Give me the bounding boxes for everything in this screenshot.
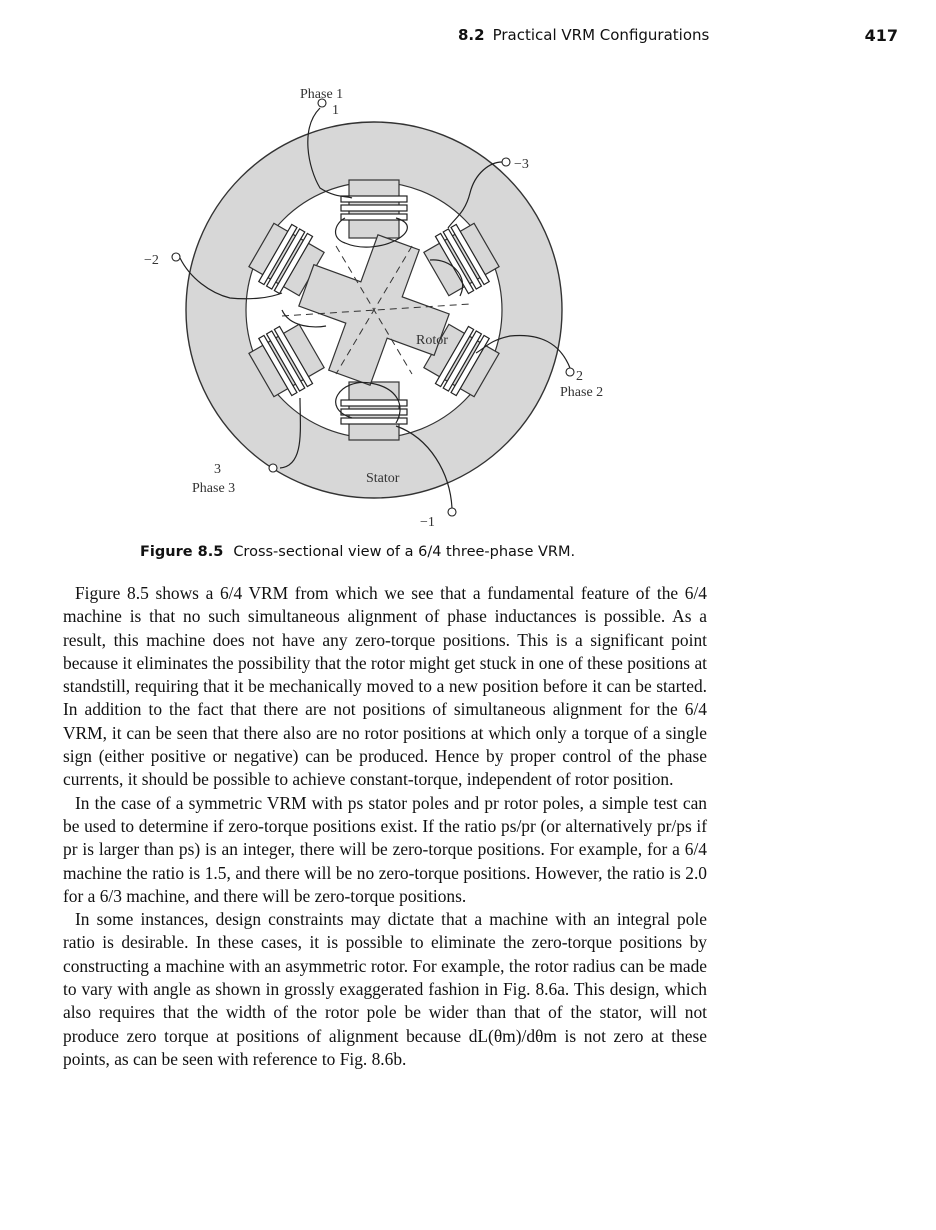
paragraph-3: In some instances, design constraints may dictate that a machine with an integral pole ratio is desirable. In these cases, it is possible to eliminate the zero-torque positions by constructing a machine with an asymmetric rotor. For example, the rotor radius can be made to vary with angle as shown in grossly exaggerated fashion in Fig. 8.6a. This design, which also requires that the width of the rotor pole be wider than that of the stator, will not produce zero torque at positions of alignment because dL(θm)/dθm is not zero at these points, as can be seen with reference to Fig. 8.6b. xyxy=(63,909,707,1069)
label-terminal-minus3: −3 xyxy=(514,157,529,172)
label-phase-3: Phase 3 xyxy=(192,481,236,496)
label-terminal-3: 3 xyxy=(214,462,221,477)
label-phase-1: Phase 1 xyxy=(300,87,344,102)
caption-label: Figure 8.5 xyxy=(140,544,224,560)
running-head xyxy=(458,26,898,48)
label-terminal-minus1: −1 xyxy=(420,515,435,530)
label-phase-2: Phase 2 xyxy=(560,385,604,400)
section-number: 8.2 xyxy=(458,26,485,44)
label-rotor: Rotor xyxy=(416,333,448,348)
label-terminal-2: 2 xyxy=(576,369,583,384)
paragraph-1: Figure 8.5 shows a 6/4 VRM from which we see that a fundamental feature of the 6/4 machine is that no such simultaneous alignment of phase inductances is possible. As a result, this machine does not have any zero-torque positions. This is a significant point because it eliminates the possibility that the rotor might get stuck in one of these positions at standstill, requiring that it be mechanically moved to a new position before it can be started. In addition to the fact that there are not positions of simultaneous alignment for the 6/4 VRM, it can be seen that there also are no rotor positions at which only a torque of a single sign (either positive or negative) can be produced. Hence by proper control of the phase currents, it should be possible to achieve constant-torque, independent of rotor position. xyxy=(63,583,707,790)
body-text xyxy=(63,582,707,1071)
figure-caption xyxy=(140,544,780,560)
label-terminal-1: 1 xyxy=(332,103,339,118)
label-stator: Stator xyxy=(366,471,400,486)
caption-text: Cross-sectional view of a 6/4 three-phase VRM. xyxy=(233,544,576,560)
paragraph-2: In the case of a symmetric VRM with ps stator poles and pr rotor poles, a simple test can be used to determine if zero-torque positions exist. If the ratio ps/pr (or alternatively pr/ps if pr is larger than ps) is an integer, there will be zero-torque positions. For example, for a 6/4 machine the ratio is 1.5, and there will be no zero-torque positions. However, the ratio is 2.0 for a 6/3 machine, and there will be zero-torque positions. xyxy=(63,792,707,906)
section-title: Practical VRM Configurations xyxy=(492,26,710,44)
label-terminal-minus2: −2 xyxy=(144,253,159,268)
page-number: 417 xyxy=(864,26,898,45)
vrm-diagram xyxy=(130,78,630,536)
figure-vrm-cross-section xyxy=(130,78,630,536)
